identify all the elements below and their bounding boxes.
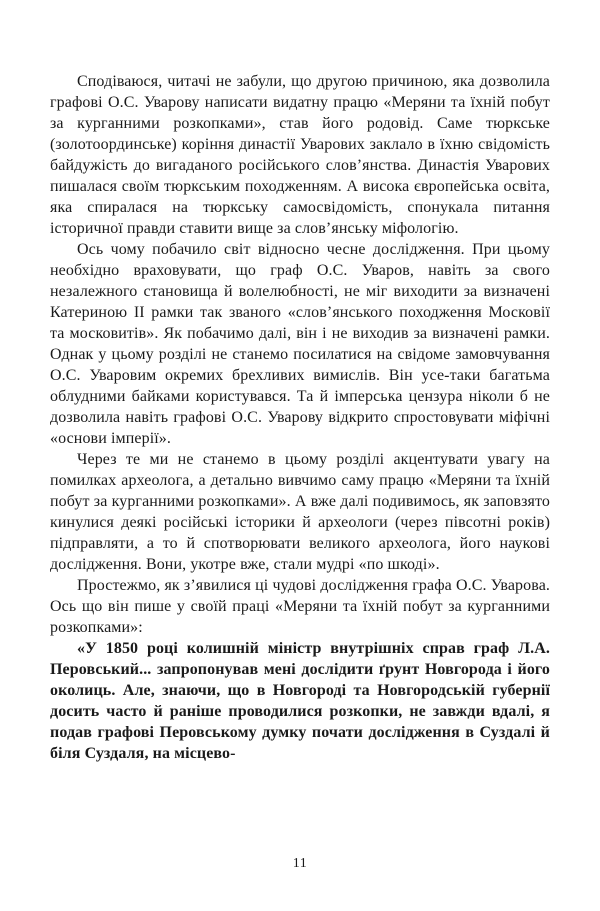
page-text-block (50, 71, 550, 764)
paragraph-2: Ось чому побачило світ відносно чесне дослідження. При цьому необхідно враховувати, що граф О.С. Уваров, навіть за свого незалежного становища й волелюбності, не міг виходити за визначені Катериною II рамки так званого «слов’янського походження Московії та московитів». Як побачимо далі, він і не виходив за визначені рамки. Однак у цьому розділі не станемо посилатися на свідоме замовчування О.С. Уваровим окремих брехливих вимислів. Він усе-таки багатьма облудними байками користувався. Та й імперська цензура ніколи б не дозволила навіть графові О.С. Уварову відкрито спростовувати міфічні «основи імперії». (50, 241, 550, 447)
page-number: 11 (292, 856, 308, 871)
paragraph-1: Сподіваюся, читачі не забули, що другою причиною, яка дозволила графові О.С. Уварову написати видатну працю «Меряни та їхній побут за курганними розкопками», став його родовід. Саме тюркське (золотоординське) коріння династії Уварових заклало в їхню свідомість байдужість до вигаданого російського слов’янства. Династія Уварових пишалася своїм тюркським походженням. А висока європейська освіта, яка спиралася на тюркську самосвідомість, спонукала питання історичної правди ставити вище за слов’янську міфологію. (50, 73, 550, 237)
paragraph-3: Через те ми не станемо в цьому розділі акцентувати увагу на помилках археолога, а детально вивчимо саму працю «Меряни та їхній побут за курганними розкопками». А вже далі подивимось, як заповзято кинулися деякі російські історики й археологи (через півсотні років) підправляти, а то й спотворювати великого археолога, його наукові дослідження. Вони, укотре вже, стали мудрі «по шкоді». (50, 451, 550, 573)
paragraph-quote: «У 1850 році колишній міністр внутрішніх справ граф Л.А. Перовський... запропонував мені дослідити ґрунт Новгорода і його околиць. Але, знаючи, що в Новгороді та Новгородській губернії досить часто й раніше проводилися розкопки, не завжди вдалі, я подав графові Перовському думку почати дослідження в Суздалі й біля Суздаля, на місцево- (50, 640, 550, 762)
paragraph-4: Простежмо, як з’явилися ці чудові дослідження графа О.С. Уварова. Ось що він пише у своїй праці «Меряни та їхній побут за курганними розкопками»: (50, 577, 550, 636)
